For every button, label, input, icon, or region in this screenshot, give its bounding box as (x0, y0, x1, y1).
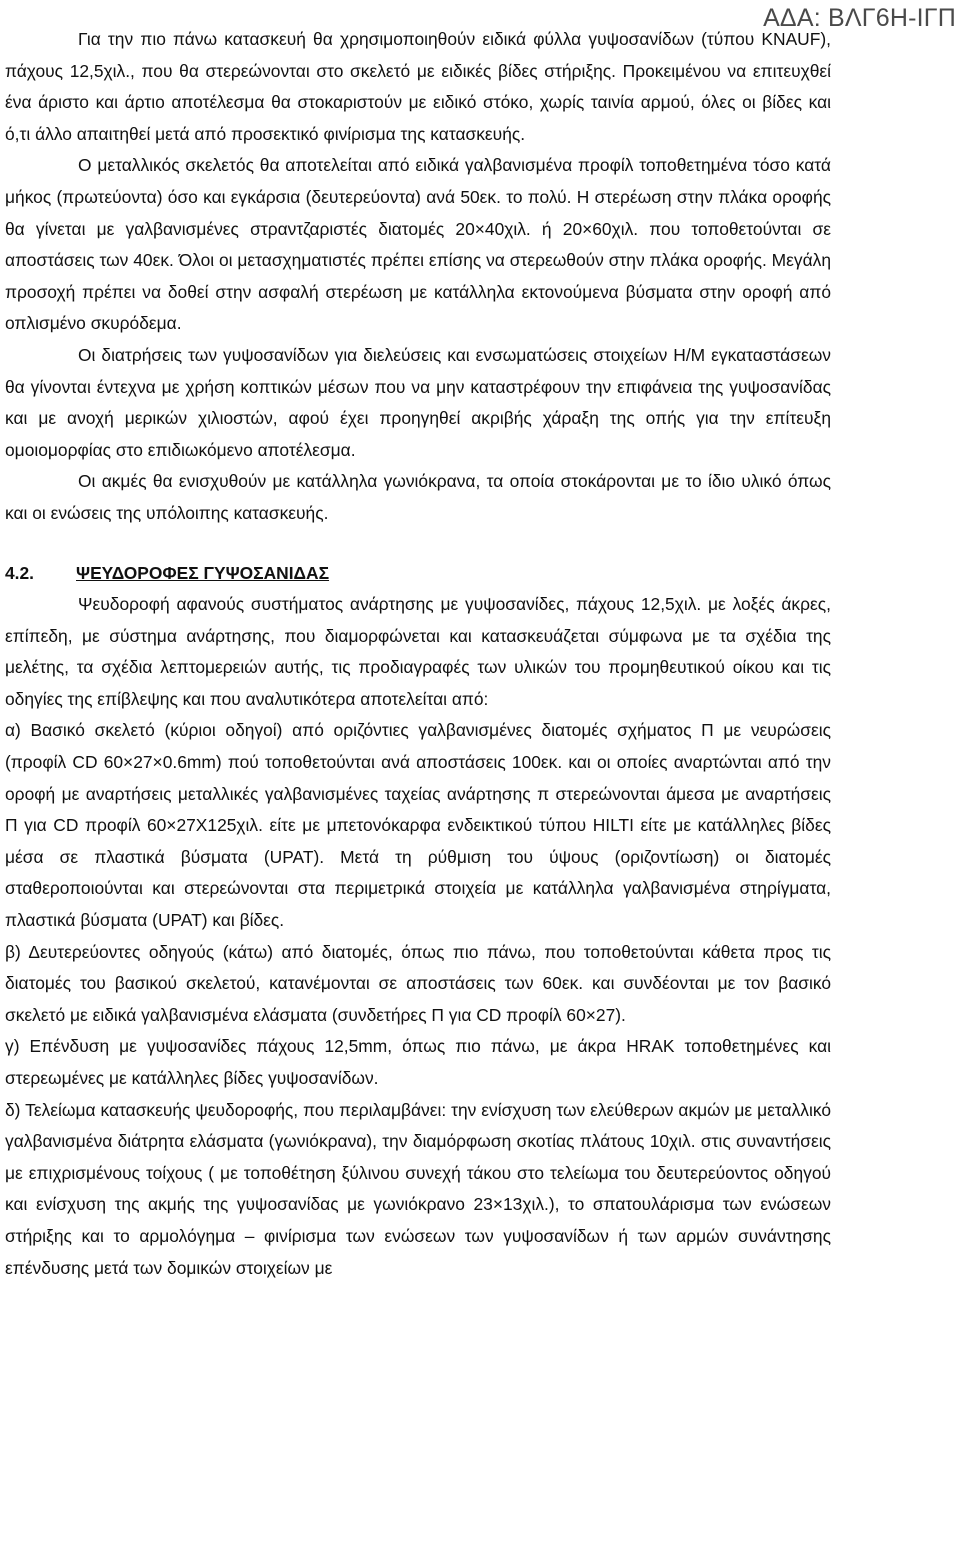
section-title: ΨΕΥΔΟΡΟΦΕΣ ΓΥΨΟΣΑΝΙΔΑΣ (76, 562, 330, 583)
section-number: 4.2. (5, 562, 35, 583)
list-item-d: δ) Τελείωμα κατασκευής ψευδοροφής, που περιλαμβάνει: την ενίσχυση των ελεύθερων ακμών με μεταλλικό γαλβανισμένα διάτρητα ελάσματα (γωνιόκρανα), την διαμόρφωση σκοτίας πλάτους 10χιλ. στις συναντήσεις με επιχρισμένους τοίχους ( με τοποθέτηση ξύλινου συνεχή τάκου στο τελείωμα του δευτερεύοντος οδηγού και ενίσχυση της ακμής της γυψοσανίδας με γωνιόκρανο 23×13χιλ.), το σπατουλάρισμα των ενώσεων στήριξης και το αρμολόγημα – φινίρισμα των ενώσεων των γυψοσανίδων ή των αρμών συνάντησης επένδυσης μετά των δομικών στοιχείων με (5, 1099, 831, 1278)
list-item-a: α) Βασικό σκελετό (κύριοι οδηγοί) από οριζόντιες γαλβανισμένες διατομές σχήματος Π με νευρώσεις (προφίλ CD 60×27×0.6mm) πού τοποθετούνται ανά αποστάσεις 100εκ. και οι οποίες αναρτώνται από την οροφή με αναρτήσεις μεταλλικές γαλβανισμένες ταχείας ανάρτησης π στερεώνονται άμεσα με αναρτήσεις Π για CD προφίλ 60×27Χ125χιλ. είτε με μπετονόκαρφα ενδεικτικού τύπου HILTI είτε με κατάλληλες βίδες μέσα σε πλαστικά βύσματα (UPAT). Μετά τη ρύθμιση του ύψους (οριζοντίωση) οι διατομές σταθεροποιούνται και στερεώνονται στα περιμετρικά στοιχεία με κατάλληλα γαλβανισμένα στηρίγματα, πλαστικά βύσματα (UPAT) και βίδες. (5, 720, 831, 931)
paragraph-metal-frame: Ο μεταλλικός σκελετός θα αποτελείται από ειδικά γαλβανισμένα προφίλ τοποθετημένα τόσο κατά μήκος (πρωτεύοντα) όσο και εγκάρσια (δευτερεύοντα) ανά 50εκ. το πολύ. Η στερέωση στην πλάκα οροφής θα γίνεται με γαλβανισμένες στραντζαριστές διατομές 20×40χιλ. ή 20×60χιλ. που τοποθετούνται σε αποστάσεις των 40εκ. Όλοι οι μετασχηματιστές πρέπει επίσης να στερεωθούν στην πλάκα οροφής. Μεγάλη προσοχή πρέπει να δοθεί στην ασφαλή στερέωση με κατάλληλα εκτονούμενα βύσματα στην οροφή από οπλισμένο σκυρόδεμα. (5, 155, 831, 334)
paragraph-perforations: Οι διατρήσεις των γυψοσανίδων για διελεύσεις και ενσωματώσεις στοιχείων Η/Μ εγκαταστάσεων θα γίνονται έντεχνα με χρήση κοπτικών μέσων που να μην καταστρέφουν την επιφάνεια της γυψοσανίδας και με ανοχή μερικών χιλιοστών, αφού έχει προηγηθεί ακριβής χάραξη της οπής για την επίτευξη ομοιομορφίας στο επιδιωκόμενο αποτέλεσμα. (5, 344, 831, 460)
document-body (5, 24, 831, 1284)
paragraph-edges: Οι ακμές θα ενισχυθούν με κατάλληλα γωνιόκρανα, τα οποία στοκάρονται με το ίδιο υλικό όπως και οι ενώσεις της υπόλοιπης κατασκευής. (5, 471, 831, 523)
ada-code: ΑΔΑ: ΒΛΓ6Η-ΙΓΠ (763, 4, 956, 32)
section-intro: Ψευδοροφή αφανούς συστήματος ανάρτησης με γυψοσανίδες, πάχους 12,5χιλ. με λοξές άκρες, επίπεδη, με σύστημα ανάρτησης, που διαμορφώνεται και κατασκευάζεται σύμφωνα με τα σχέδια της μελέτης, τα σχέδια λεπτομερειών αυτής, τις προδιαγραφές των υλικών του προμηθευτικού οίκου και τις οδηγίες της επίβλεψης και που αναλυτικότερα αποτελείται από: (5, 594, 831, 709)
paragraph-gypsum-sheets: Για την πιο πάνω κατασκευή θα χρησιμοποιηθούν ειδικά φύλλα γυψοσανίδων (τύπου KNAUF), πάχους 12,5χιλ., που θα στερεώνονται στο σκελετό με ειδικές βίδες στήριξης. Προκειμένου να επιτευχθεί ένα άριστο και άρτιο αποτέλεσμα θα στοκαριστούν με ειδικό στόκο, χωρίς ταινία αρμού, όλες οι βίδες και ό,τι άλλο απαιτηθεί μετά από προσεκτικό φινίρισμα της κατασκευής. (5, 29, 831, 144)
list-item-b: β) Δευτερεύοντες οδηγούς (κάτω) από διατομές, όπως πιο πάνω, που τοποθετούνται κάθετα προς τις διατομές του βασικού σκελετού, κατανέμονται σε αποστάσεις των 60εκ. και συνδέονται με τον βασικό σκελετό με ειδικά γαλβανισμένα ελάσματα (συνδετήρες Π για CD προφίλ 60×27). (5, 941, 831, 1025)
section-heading (5, 558, 831, 590)
list-item-c: γ) Επένδυση με γυψοσανίδες πάχους 12,5mm, όπως πιο πάνω, με άκρα HRAK τοποθετημένες και στερεωμένες με κατάλληλες βίδες γυψοσανίδων. (5, 1036, 831, 1088)
